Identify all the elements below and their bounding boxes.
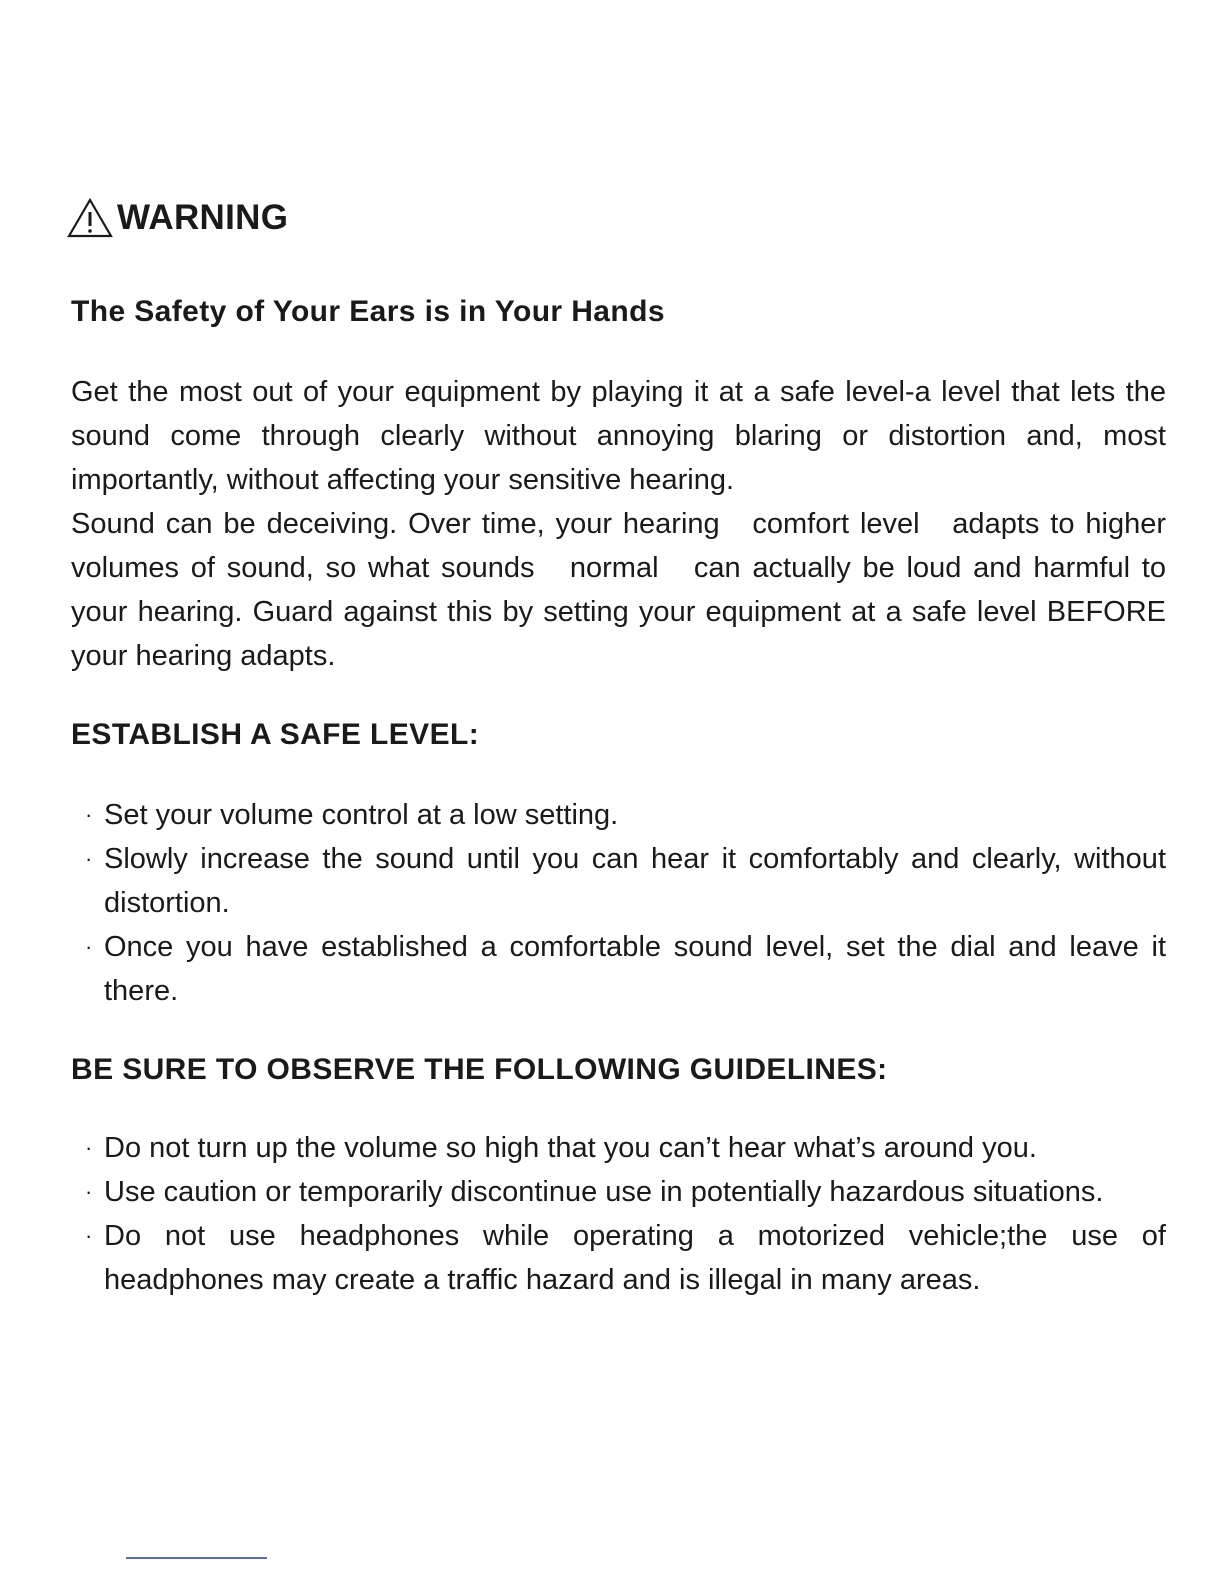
list-item-text: Set your volume control at a low setting.: [104, 799, 619, 831]
guidelines-list: [85, 1126, 1166, 1302]
list-item: [85, 1214, 1166, 1302]
warning-title: WARNING: [117, 198, 289, 237]
body-paragraph: Get the most out of your equipment by playing it at a safe level-a level that lets the sound come through clearly without annoying blaring or distortion and, most importantly, without affecting your sensitive hearing.: [71, 376, 1166, 496]
list-item-text: Once you have established a comfortable sound level, set the dial and leave it there.: [104, 931, 1166, 1007]
body-paragraph: Sound can be deceiving. Over time, your hearing comfort level adapts to higher volumes of sound, so what sounds normal can actually be loud and harmful to your hearing. Guard against this by setting your equipment at a safe level BEFORE your hearing adapts.: [71, 508, 1175, 672]
guidelines-heading: BE SURE TO OBSERVE THE FOLLOWING GUIDELINES:: [71, 1053, 888, 1086]
list-item-text: Do not turn up the volume so high that you can’t hear what’s around you.: [104, 1132, 1037, 1164]
list-item-text: Use caution or temporarily discontinue use in potentially hazardous situations.: [104, 1176, 1104, 1208]
bullet-icon: ·: [85, 934, 93, 959]
list-item-text: Slowly increase the sound until you can hear it comfortably and clearly, without distortion.: [104, 843, 1166, 919]
list-item: [85, 1170, 1166, 1214]
establish-safe-level-list: [85, 793, 1166, 1013]
bullet-icon: ·: [85, 1179, 93, 1204]
document-page: [71, 0, 1175, 1584]
list-item: [85, 837, 1166, 925]
ears-safety-body: [71, 370, 1175, 678]
bullet-icon: ·: [85, 802, 93, 827]
list-item: [85, 925, 1166, 1013]
list-item: [85, 793, 1166, 837]
footer-rule: [126, 1557, 267, 1559]
bullet-icon: ·: [85, 846, 93, 871]
bullet-icon: ·: [85, 1135, 93, 1160]
list-item: [85, 1126, 1166, 1170]
ears-safety-heading: The Safety of Your Ears is in Your Hands: [71, 295, 665, 328]
establish-safe-level-heading: ESTABLISH A SAFE LEVEL:: [71, 718, 480, 751]
warning-triangle-icon: [67, 198, 113, 238]
list-item-text: Do not use headphones while operating a motorized vehicle;the use of headphones may create a traffic hazard and is illegal in many areas.: [104, 1220, 1166, 1296]
warning-header: [67, 198, 288, 238]
bullet-icon: ·: [85, 1223, 93, 1248]
